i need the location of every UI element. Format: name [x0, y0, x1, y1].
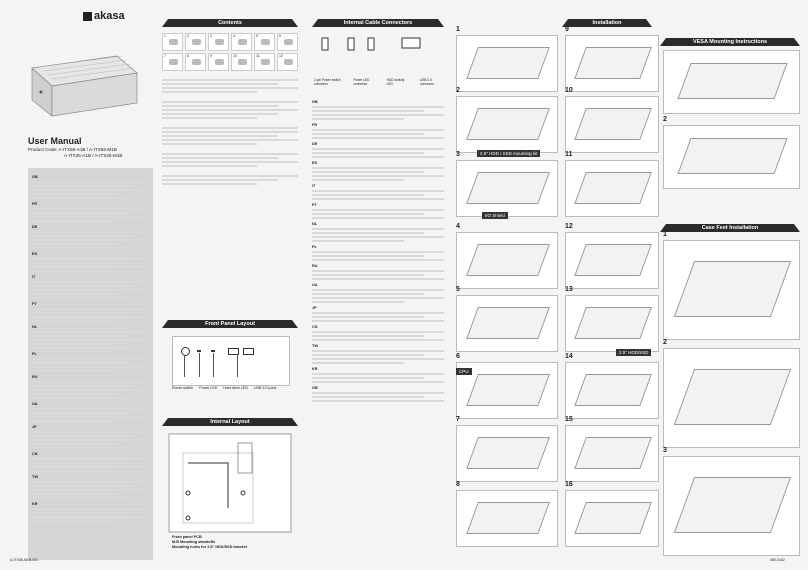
text-line [32, 520, 114, 522]
language-code: GB [312, 386, 318, 390]
text-line [32, 447, 131, 449]
step-illustration [663, 125, 800, 189]
contents-item-number: 7 [164, 54, 166, 58]
footer-left-code: A-ITX56-M1B-001 [10, 558, 39, 562]
text-line [32, 393, 114, 395]
contents-item-number: 5 [256, 34, 258, 38]
text-line [32, 385, 131, 387]
text-line [312, 274, 424, 276]
footer-right-code: 080-0432 [770, 558, 785, 562]
step-number: 16 [565, 481, 573, 488]
installation-header: Installation [562, 19, 652, 27]
text-line [312, 339, 444, 341]
text-line [312, 350, 444, 352]
language-code: RU [312, 264, 318, 268]
front-panel-legend [172, 386, 276, 390]
step-illustration [565, 160, 659, 217]
language-text [32, 208, 149, 222]
chassis-drawing [574, 307, 652, 339]
language-text [32, 458, 149, 472]
part-icon [169, 39, 178, 45]
text-line [32, 489, 149, 491]
text-line [32, 197, 131, 199]
contents-item [162, 33, 183, 51]
product-image [22, 48, 142, 123]
chassis-drawing [466, 437, 550, 469]
text-line [312, 335, 424, 337]
contents-item [277, 53, 298, 71]
text-line [32, 481, 149, 483]
language-code: GB [32, 175, 38, 179]
language-code: KR [312, 367, 318, 371]
text-line [312, 156, 444, 158]
contents-item-number: 4 [233, 34, 235, 38]
text-line [32, 266, 149, 268]
text-line [312, 301, 404, 303]
part-icon [238, 59, 247, 65]
text-line [32, 185, 131, 187]
language-text [32, 408, 149, 422]
chassis-drawing [574, 244, 652, 276]
language-code: JP [32, 425, 37, 429]
legend-usb: USB 3.0 ports [253, 386, 277, 390]
chassis-drawing [674, 369, 791, 425]
cover-title: User Manual [28, 136, 82, 146]
text-line [32, 243, 114, 245]
language-code: ES [312, 161, 318, 165]
contents-item [277, 33, 298, 51]
chassis-drawing [574, 374, 652, 406]
step-number: 12 [565, 223, 573, 230]
language-code: PL [312, 245, 317, 249]
language-text [32, 358, 149, 372]
text-line [32, 285, 131, 287]
step-illustration [565, 232, 659, 289]
text-line [32, 316, 149, 318]
step-number: 15 [565, 416, 573, 423]
chassis-drawing [678, 138, 788, 174]
language-text [32, 508, 149, 522]
text-line [312, 297, 444, 299]
text-line [32, 297, 131, 299]
contents-item-number: 1 [164, 34, 166, 38]
text-line [32, 208, 149, 210]
text-line [312, 129, 444, 131]
text-line [32, 470, 114, 472]
text-line [312, 255, 424, 257]
chassis-drawing [574, 47, 652, 79]
step-illustration [565, 35, 659, 92]
step-number: 13 [565, 286, 573, 293]
product-code-2: A-ITX25-A1B / A-ITX25-M1B [64, 153, 123, 158]
text-line [32, 220, 114, 222]
contents-header: Contents [162, 19, 298, 27]
text-line [32, 239, 149, 241]
text-line [32, 497, 131, 499]
language-text [32, 181, 149, 199]
language-text [32, 231, 149, 249]
language-code: NL [312, 222, 318, 226]
language-code: ES [32, 252, 38, 256]
language-code: RU [32, 375, 38, 379]
language-code: FR [312, 123, 318, 127]
text-line [312, 110, 424, 112]
step-number: 14 [565, 353, 573, 360]
text-line [32, 181, 149, 183]
text-line [32, 308, 149, 310]
text-line [312, 194, 424, 196]
text-line [312, 179, 404, 181]
text-line [312, 278, 444, 280]
text-line [312, 175, 444, 177]
brand-logo [83, 10, 125, 22]
language-text [32, 331, 149, 349]
logo-text: akasa [94, 10, 125, 22]
chassis-drawing [674, 477, 791, 533]
step-illustration [565, 96, 659, 153]
legend-power-switch: Power switch [172, 386, 194, 390]
contents-item [162, 53, 183, 71]
part-icon [261, 59, 270, 65]
cable-label-1: 2-pin Power switch connector [314, 78, 341, 86]
internal-layout-legend [172, 535, 247, 550]
contents-item [254, 33, 275, 51]
text-line [32, 362, 131, 364]
front-panel-header: Front Panel Layout [162, 320, 298, 328]
text-line [32, 397, 131, 399]
cover-text-panel [28, 168, 153, 560]
part-icon [169, 59, 178, 65]
text-line [32, 416, 149, 418]
text-line [312, 148, 444, 150]
step-illustration [456, 96, 558, 153]
chassis-drawing [466, 172, 550, 204]
language-text [32, 431, 149, 449]
chassis-drawing [466, 307, 550, 339]
text-line [312, 190, 444, 192]
text-line [32, 212, 131, 214]
part-icon [192, 59, 201, 65]
text-line [32, 439, 149, 441]
language-text [32, 308, 149, 322]
text-line [312, 118, 404, 120]
text-line [312, 373, 444, 375]
language-text [32, 481, 149, 499]
text-line [312, 236, 444, 238]
tag-cpu: CPU [456, 368, 472, 375]
text-line [312, 213, 424, 215]
language-text [32, 258, 149, 272]
text-line [32, 493, 114, 495]
step-illustration [456, 295, 558, 352]
step-illustration [456, 232, 558, 289]
step-illustration [456, 425, 558, 482]
text-line [312, 251, 444, 253]
chassis-drawing [574, 108, 652, 140]
contents-item-number: 6 [279, 34, 281, 38]
text-line [312, 137, 444, 139]
text-line [32, 458, 149, 460]
part-icon [215, 39, 224, 45]
product-code: Product Code: A-ITX56-A1B / A-ITX56-M1B [28, 147, 117, 152]
language-code: PT [32, 302, 37, 306]
text-line [312, 320, 444, 322]
step-number: 1 [456, 26, 460, 33]
step-number: 8 [456, 481, 460, 488]
text-line [32, 331, 149, 333]
text-line [32, 281, 149, 283]
step-number: 5 [456, 286, 460, 293]
text-line [32, 262, 131, 264]
tag-io-shield: I/O Shield [482, 212, 508, 219]
tag-mounting-kit: 2.5" HDD / SSD mounting kit [477, 150, 540, 157]
text-line [32, 431, 149, 433]
text-line [32, 381, 149, 383]
logo-icon [83, 12, 92, 21]
text-line [312, 232, 424, 234]
language-code: TW [312, 344, 318, 348]
text-line [32, 412, 131, 414]
text-line [312, 293, 424, 295]
step-number: 1 [663, 41, 667, 48]
vesa-header: VESA Mounting Instructions [660, 38, 800, 46]
language-code: CN [312, 325, 318, 329]
text-line [32, 370, 114, 372]
text-line [32, 420, 114, 422]
contents-item-number: 8 [187, 54, 189, 58]
chassis-drawing [674, 261, 791, 317]
text-line [32, 193, 114, 195]
text-line [312, 400, 444, 402]
cable-labels [312, 78, 444, 86]
cable-label-2: Power LED connector [353, 78, 370, 86]
chassis-drawing [574, 172, 652, 204]
text-line [32, 485, 131, 487]
text-line [32, 508, 149, 510]
contents-item [185, 53, 206, 71]
language-code: FR [32, 202, 38, 206]
language-code: PL [32, 352, 37, 356]
contents-item [231, 33, 252, 51]
text-line [32, 358, 149, 360]
chassis-drawing [466, 374, 550, 406]
chassis-drawing [466, 244, 550, 276]
text-line [312, 228, 444, 230]
cable-text [312, 100, 444, 402]
text-line [32, 270, 114, 272]
text-line [32, 216, 149, 218]
step-illustration [663, 50, 800, 114]
text-line [312, 362, 404, 364]
text-line [312, 358, 444, 360]
text-line [312, 289, 444, 291]
text-line [32, 462, 131, 464]
step-number: 2 [456, 87, 460, 94]
text-line [312, 217, 444, 219]
text-line [312, 152, 424, 154]
cable-label-3: HDD activity LED [386, 78, 405, 86]
text-line [32, 443, 114, 445]
contents-item [208, 33, 229, 51]
language-code: NL [32, 325, 38, 329]
contents-grid [162, 33, 298, 71]
language-code: UA [32, 402, 38, 406]
language-code: DE [32, 225, 38, 229]
contents-item [185, 33, 206, 51]
text-line [32, 512, 131, 514]
language-code: GB [312, 100, 318, 104]
feet-header: Case Feet Installation [660, 224, 800, 232]
step-illustration [565, 490, 659, 547]
text-line [32, 408, 149, 410]
text-line [32, 343, 114, 345]
text-line [312, 198, 444, 200]
step-number: 10 [565, 87, 573, 94]
step-number: 1 [663, 231, 667, 238]
text-line [312, 331, 444, 333]
text-line [32, 258, 149, 260]
step-number: 7 [456, 416, 460, 423]
contents-item [231, 53, 252, 71]
text-line [312, 259, 444, 261]
text-line [32, 312, 131, 314]
language-code: IT [312, 184, 316, 188]
cable-header: Internal Cable Connectors [312, 19, 444, 27]
legend-power-led: Power LED [199, 386, 218, 390]
chassis-drawing [466, 502, 550, 534]
vesa-column [660, 8, 800, 562]
step-illustration [663, 348, 800, 448]
part-icon [238, 39, 247, 45]
contents-text [162, 79, 298, 185]
cable-diagram [312, 33, 444, 73]
contents-column [162, 8, 298, 549]
text-line [32, 235, 131, 237]
contents-item-number: 10 [233, 54, 237, 58]
part-icon [215, 59, 224, 65]
text-line [32, 435, 131, 437]
language-code: DE [312, 142, 318, 146]
text-line [32, 289, 149, 291]
text-line [312, 396, 424, 398]
language-code: UA [312, 283, 318, 287]
text-line [32, 320, 114, 322]
step-illustration [456, 160, 558, 217]
chassis-drawing [574, 437, 652, 469]
language-code: PT [312, 203, 317, 207]
text-line [312, 114, 444, 116]
legend-hdd-led: Hard drive LED [223, 386, 248, 390]
step-number: 9 [565, 26, 569, 33]
internal-layout-header: Internal Layout [162, 418, 298, 426]
contents-item-number: 3 [210, 34, 212, 38]
text-line [32, 366, 149, 368]
text-line [312, 167, 444, 169]
step-number: 2 [663, 116, 667, 123]
step-number: 4 [456, 223, 460, 230]
legend-item-2: M.B Mounting standoffs [172, 540, 216, 544]
language-code: IT [32, 275, 36, 279]
contents-item-number: 11 [256, 54, 260, 58]
text-line [32, 339, 149, 341]
step-illustration [456, 35, 558, 92]
language-code: KR [32, 502, 38, 506]
language-code: CN [32, 452, 38, 456]
text-line [312, 106, 444, 108]
text-line [312, 312, 444, 314]
step-illustration [663, 240, 800, 340]
language-text [32, 381, 149, 399]
step-number: 3 [663, 447, 667, 454]
text-line [312, 133, 424, 135]
step-number: 2 [663, 339, 667, 346]
text-line [312, 240, 404, 242]
step-illustration [663, 456, 800, 556]
step-number: 6 [456, 353, 460, 360]
step-number: 3 [456, 151, 460, 158]
contents-item-number: 12 [279, 54, 283, 58]
language-text [32, 281, 149, 299]
text-line [32, 231, 149, 233]
text-line [312, 377, 424, 379]
text-line [32, 293, 114, 295]
part-icon [261, 39, 270, 45]
text-line [32, 189, 149, 191]
text-line [312, 171, 424, 173]
part-icon [192, 39, 201, 45]
text-line [32, 466, 149, 468]
language-code: JP [312, 306, 317, 310]
legend-item-3: Mounting holes for 2.5" HDD/SSD bracket [172, 545, 248, 549]
text-line [312, 354, 424, 356]
chassis-drawing [574, 502, 652, 534]
contents-item-number: 9 [210, 54, 212, 58]
chassis-drawing [678, 63, 788, 99]
language-code: TW [32, 475, 38, 479]
cable-label-4: USB 3.0 connector [419, 78, 434, 86]
tag-hdd: 2.5" HDD/SSD [616, 349, 651, 356]
text-line [32, 335, 131, 337]
part-icon [284, 59, 293, 65]
step-illustration [565, 362, 659, 419]
step-illustration [456, 490, 558, 547]
text-line [32, 389, 149, 391]
step-number: 11 [565, 151, 573, 158]
text-line [32, 347, 131, 349]
internal-layout-diagram [168, 433, 292, 533]
text-line [32, 247, 131, 249]
text-line [312, 392, 444, 394]
chassis-drawing [466, 47, 550, 79]
contents-item [254, 53, 275, 71]
step-illustration [565, 295, 659, 352]
cable-column [312, 8, 444, 404]
text-line [312, 316, 424, 318]
part-icon [284, 39, 293, 45]
contents-item [208, 53, 229, 71]
legend-item-1: Front panel PCB [172, 535, 202, 539]
front-panel-diagram [172, 336, 290, 386]
text-line [312, 270, 444, 272]
contents-item-number: 2 [187, 34, 189, 38]
text-line [312, 209, 444, 211]
chassis-drawing [466, 108, 550, 140]
text-line [32, 516, 149, 518]
text-line [312, 381, 444, 383]
step-illustration [565, 425, 659, 482]
